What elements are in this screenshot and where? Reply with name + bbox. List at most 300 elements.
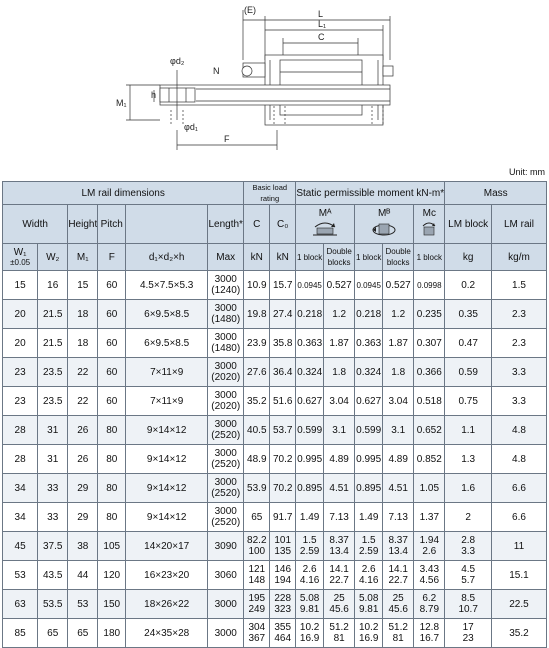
cell-ma-double-value: 4.51 <box>329 482 349 494</box>
cell-ma-1block <box>296 445 324 474</box>
cell-mb-double <box>383 474 414 503</box>
cell-length-max-value: 3090 <box>214 540 237 552</box>
cell-mass-rail: 1.5 <box>491 271 546 300</box>
cell-width-w1: 28 <box>3 416 38 445</box>
cell-load-c <box>244 445 270 474</box>
cell-mb-double <box>383 590 414 619</box>
cell-load-c0-value: 70.2 <box>272 453 293 465</box>
cell-length-max-value: (2020) <box>211 401 241 412</box>
cell-mass-block <box>445 503 492 532</box>
cell-load-c0 <box>270 561 296 590</box>
cell-load-c0-value: 35.8 <box>272 337 293 349</box>
cell-mc-1block-value: 0.307 <box>416 337 442 349</box>
cell-ma-double-value: 22.7 <box>329 575 349 586</box>
cell-length-max-value: 3000 <box>214 361 237 372</box>
header-ma-double: Double blocks <box>324 244 355 271</box>
lm-guide-spec-table <box>2 181 547 648</box>
cell-height-m1: 22 <box>68 358 98 387</box>
cell-length-max <box>208 445 244 474</box>
cell-load-c <box>244 300 270 329</box>
cell-ma-double-value: 3.04 <box>329 395 349 407</box>
cell-mb-double-value: 51.2 <box>388 622 408 633</box>
cell-mb-double-value: 1.87 <box>388 337 408 349</box>
cell-mb-double-value: 13.4 <box>388 546 408 557</box>
header-kgm: kg/m <box>491 244 546 271</box>
cell-mb-double-value: 14.1 <box>388 564 408 575</box>
cell-ma-1block-value: 0.895 <box>297 482 323 494</box>
cell-load-c0-value: 36.4 <box>272 366 293 378</box>
cell-mass-block-value: 3.3 <box>461 546 476 557</box>
cell-mc-1block-value: 0.518 <box>416 395 442 407</box>
cell-ma-double-value: 8.37 <box>329 535 349 546</box>
cell-mb-1block-value: 1.5 <box>361 535 376 546</box>
cell-height-m1: 18 <box>68 329 98 358</box>
cell-mass-block <box>445 358 492 387</box>
cell-bolt-size: 7×11×9 <box>126 358 208 387</box>
cell-mb-1block <box>355 590 383 619</box>
cell-bolt-size: 9×14×12 <box>126 416 208 445</box>
cell-mb-1block <box>355 329 383 358</box>
header-mb: Mᴮ <box>355 205 414 244</box>
cell-mb-double-value: 45.6 <box>388 604 408 615</box>
header-c0: C₀ <box>270 205 296 244</box>
cell-length-max-value: 3000 <box>214 390 237 401</box>
cell-load-c0 <box>270 532 296 561</box>
header-m1: M₁ <box>68 244 98 271</box>
cell-height-m1: 26 <box>68 445 98 474</box>
cell-height-m1: 29 <box>68 503 98 532</box>
cell-mc-1block-value: 8.79 <box>419 604 440 615</box>
header-width: Width <box>3 205 68 244</box>
cell-ma-1block-value: 0.599 <box>297 424 323 436</box>
cell-length-max-value: 3000 <box>214 332 237 343</box>
cell-length-max-value: (2520) <box>211 430 241 441</box>
cell-mb-1block-value: 0.895 <box>356 482 382 494</box>
drawing-label-n: N <box>213 66 220 76</box>
cell-mb-double <box>383 532 414 561</box>
cell-mb-double <box>383 561 414 590</box>
cell-width-w2: 33 <box>38 474 68 503</box>
cell-width-w2: 53.5 <box>38 590 68 619</box>
cell-pitch-f: 80 <box>98 503 126 532</box>
cell-mass-block-value: 0.59 <box>458 366 478 378</box>
cell-ma-1block <box>296 561 324 590</box>
drawing-label-e: (E) <box>244 5 256 15</box>
cell-ma-double-value: 1.87 <box>329 337 349 349</box>
cell-ma-1block-value: 16.9 <box>299 633 320 644</box>
drawing-label-l: L <box>318 9 324 19</box>
cell-mass-block-value: 1.3 <box>461 453 476 465</box>
table-row <box>3 271 547 300</box>
cell-mass-block <box>445 416 492 445</box>
cell-mb-1block <box>355 271 383 300</box>
cell-bolt-size: 6×9.5×8.5 <box>126 329 208 358</box>
cell-mass-block-value: 0.35 <box>458 308 478 320</box>
cell-length-max-value: 3000 <box>214 274 237 285</box>
header-mb-double: Double blocks <box>383 244 414 271</box>
cell-mb-1block <box>355 358 383 387</box>
cell-load-c-value: 27.6 <box>247 366 267 378</box>
cell-mb-1block-value: 2.6 <box>361 564 376 575</box>
cell-width-w1: 20 <box>3 329 38 358</box>
cell-width-w2: 23.5 <box>38 387 68 416</box>
cell-mass-block-value: 2.8 <box>461 535 476 546</box>
cell-load-c0 <box>270 416 296 445</box>
cell-mc-1block <box>414 358 445 387</box>
cell-load-c0-value: 194 <box>274 575 292 586</box>
drawing-label-f: F <box>224 134 230 144</box>
cell-mb-double-value: 1.8 <box>391 366 406 378</box>
cell-length-max-value: (1480) <box>211 343 241 354</box>
cell-ma-1block <box>296 300 324 329</box>
cell-ma-1block-value: 0.324 <box>297 366 323 378</box>
cell-ma-1block <box>296 329 324 358</box>
cell-pitch-f: 180 <box>98 619 126 648</box>
cell-load-c0-value: 70.2 <box>272 482 293 494</box>
cell-ma-1block-value: 0.995 <box>297 453 323 465</box>
table-row <box>3 300 547 329</box>
unit-note: Unit: mm <box>509 167 545 177</box>
cell-mb-1block <box>355 619 383 648</box>
cell-width-w2: 43.5 <box>38 561 68 590</box>
cell-pitch-f: 150 <box>98 590 126 619</box>
cell-ma-1block <box>296 619 324 648</box>
cell-length-max-value: 3000 <box>214 477 237 488</box>
cell-load-c-value: 35.2 <box>247 395 267 407</box>
cell-bolt-size: 14×20×17 <box>126 532 208 561</box>
cell-width-w2: 65 <box>38 619 68 648</box>
table-row <box>3 445 547 474</box>
cell-mb-1block-value: 0.995 <box>356 453 382 465</box>
cell-ma-double <box>324 503 355 532</box>
cell-load-c <box>244 503 270 532</box>
cell-ma-1block <box>296 474 324 503</box>
cell-mc-1block <box>414 445 445 474</box>
cell-bolt-size: 9×14×12 <box>126 503 208 532</box>
cell-mass-block-value: 10.7 <box>458 604 478 615</box>
cell-mc-1block <box>414 590 445 619</box>
cell-length-max-value: 3000 <box>214 419 237 430</box>
cell-ma-1block-value: 5.08 <box>299 593 320 604</box>
cell-mass-block-value: 2 <box>465 511 471 523</box>
cell-load-c0-value: 135 <box>274 546 292 557</box>
cell-ma-1block <box>296 416 324 445</box>
cell-length-max-value: 3000 <box>214 506 237 517</box>
cell-ma-1block <box>296 358 324 387</box>
cell-width-w1: 34 <box>3 503 38 532</box>
cell-load-c <box>244 358 270 387</box>
cell-pitch-f: 60 <box>98 358 126 387</box>
cell-ma-double <box>324 358 355 387</box>
cell-ma-1block-value: 0.0945 <box>297 280 322 290</box>
cell-mb-1block-value: 0.218 <box>356 308 382 320</box>
cell-ma-1block <box>296 271 324 300</box>
cell-load-c <box>244 561 270 590</box>
mc-moment-icon <box>420 219 438 237</box>
cell-mass-rail: 4.8 <box>491 445 546 474</box>
header-ma: Mᴬ <box>296 205 355 244</box>
cell-height-m1: 38 <box>68 532 98 561</box>
header-mass: Mass <box>445 182 547 205</box>
cell-length-max-value: (2520) <box>211 459 241 470</box>
cell-mc-1block-value: 0.652 <box>416 424 442 436</box>
cell-ma-double <box>324 329 355 358</box>
cell-mass-rail: 6.6 <box>491 474 546 503</box>
cell-width-w2: 37.5 <box>38 532 68 561</box>
cell-mass-block <box>445 474 492 503</box>
cell-mc-1block <box>414 329 445 358</box>
cell-mass-block-value: 23 <box>462 633 474 644</box>
header-f: F <box>98 244 126 271</box>
cell-mass-rail: 2.3 <box>491 329 546 358</box>
cell-load-c-value: 48.9 <box>247 453 267 465</box>
cell-load-c0 <box>270 474 296 503</box>
cell-mc-1block-value: 0.852 <box>416 453 442 465</box>
cell-ma-double-value: 7.13 <box>329 511 349 523</box>
cell-width-w1: 20 <box>3 300 38 329</box>
cell-length-max <box>208 619 244 648</box>
cell-mb-double <box>383 271 414 300</box>
header-c: C <box>244 205 270 244</box>
cell-length-max-value: (2520) <box>211 517 241 528</box>
cell-mb-double <box>383 329 414 358</box>
cell-width-w2: 21.5 <box>38 300 68 329</box>
cell-mass-block <box>445 329 492 358</box>
cell-bolt-size: 6×9.5×8.5 <box>126 300 208 329</box>
cell-ma-1block-value: 0.218 <box>297 308 323 320</box>
cell-load-c-value: 19.8 <box>247 308 267 320</box>
cell-ma-double-value: 81 <box>333 633 345 644</box>
header-d-size: d₁×d₂×h <box>126 244 208 271</box>
cell-ma-double-value: 1.2 <box>332 308 347 320</box>
cell-ma-1block-value: 4.16 <box>299 575 320 586</box>
cell-mc-1block-value: 6.2 <box>422 593 437 604</box>
cell-load-c0-value: 27.4 <box>272 308 293 320</box>
cell-load-c0 <box>270 445 296 474</box>
cell-mc-1block-value: 0.0998 <box>417 280 442 290</box>
cell-mc-1block-value: 3.43 <box>419 564 440 575</box>
cell-load-c <box>244 271 270 300</box>
cell-ma-double-value: 4.89 <box>329 453 349 465</box>
table-row <box>3 358 547 387</box>
cell-pitch-f: 80 <box>98 445 126 474</box>
cell-ma-double <box>324 387 355 416</box>
cell-mass-block-value: 5.7 <box>461 575 476 586</box>
cell-width-w2: 31 <box>38 445 68 474</box>
cell-length-max <box>208 271 244 300</box>
cell-mass-rail: 4.8 <box>491 416 546 445</box>
cell-load-c-value: 100 <box>248 546 266 557</box>
cell-mass-block <box>445 271 492 300</box>
cell-mass-block <box>445 300 492 329</box>
cell-height-m1: 65 <box>68 619 98 648</box>
cell-width-w1: 34 <box>3 474 38 503</box>
cell-pitch-f: 80 <box>98 416 126 445</box>
cell-mb-1block-value: 0.627 <box>356 395 382 407</box>
spec-table-body <box>3 271 547 648</box>
cell-ma-double <box>324 271 355 300</box>
header-mb-1block: 1 block <box>355 244 383 271</box>
cell-mb-1block <box>355 416 383 445</box>
cell-load-c <box>244 474 270 503</box>
header-max: Max <box>208 244 244 271</box>
cell-bolt-size: 4.5×7.5×5.3 <box>126 271 208 300</box>
cell-mb-1block-value: 9.81 <box>358 604 379 615</box>
cell-mb-1block-value: 4.16 <box>358 575 379 586</box>
drawing-label-phi-d2: φd₂ <box>170 56 185 66</box>
cell-height-m1: 26 <box>68 416 98 445</box>
cell-load-c0-value: 91.7 <box>272 511 293 523</box>
cell-length-max <box>208 300 244 329</box>
cell-ma-double <box>324 445 355 474</box>
cell-load-c-value: 65 <box>251 511 263 523</box>
cell-mb-double <box>383 503 414 532</box>
cell-mb-1block-value: 0.0945 <box>356 280 381 290</box>
cell-ma-1block-value: 0.363 <box>297 337 323 349</box>
cell-length-max-value: (1240) <box>211 285 241 296</box>
cell-load-c-value: 53.9 <box>247 482 267 494</box>
table-row <box>3 474 547 503</box>
drawing-label-l1: L₁ <box>318 19 327 29</box>
header-height: Height <box>68 205 98 244</box>
cell-width-w1: 53 <box>3 561 38 590</box>
header-lm-rail: LM rail <box>491 205 546 244</box>
cell-load-c0 <box>270 358 296 387</box>
cell-ma-1block-value: 2.6 <box>302 564 317 575</box>
cell-width-w2: 31 <box>38 416 68 445</box>
cell-mc-1block <box>414 474 445 503</box>
cell-mass-block <box>445 619 492 648</box>
header-basic-load: Basic load rating <box>244 182 296 205</box>
cell-load-c-value: 121 <box>248 564 266 575</box>
cell-mass-block-value: 17 <box>462 622 474 633</box>
cell-mb-double <box>383 416 414 445</box>
cell-mb-double-value: 3.04 <box>388 395 408 407</box>
cell-mass-rail: 15.1 <box>491 561 546 590</box>
cell-load-c0 <box>270 387 296 416</box>
table-row <box>3 561 547 590</box>
cell-length-max <box>208 561 244 590</box>
cell-ma-double-value: 13.4 <box>329 546 349 557</box>
cell-ma-double-value: 1.8 <box>332 366 347 378</box>
cell-mb-1block-value: 16.9 <box>358 633 379 644</box>
cell-load-c <box>244 619 270 648</box>
cell-mc-1block-value: 16.7 <box>419 633 440 644</box>
cell-load-c0-value: 146 <box>274 564 292 575</box>
cell-mass-block <box>445 590 492 619</box>
cell-mb-1block-value: 1.49 <box>358 511 379 523</box>
cell-bolt-size: 18×26×22 <box>126 590 208 619</box>
cell-load-c0-value: 464 <box>274 633 292 644</box>
cell-height-m1: 18 <box>68 300 98 329</box>
header-kn-c0: kN <box>270 244 296 271</box>
cell-width-w2: 33 <box>38 503 68 532</box>
header-ma-1block: 1 block <box>296 244 324 271</box>
mb-moment-icon <box>370 219 398 237</box>
cell-mb-double <box>383 619 414 648</box>
cell-width-w1: 23 <box>3 358 38 387</box>
cell-mass-rail: 22.5 <box>491 590 546 619</box>
cell-length-max-value: 3000 <box>214 303 237 314</box>
cell-mb-1block-value: 5.08 <box>358 593 379 604</box>
cell-ma-1block-value: 2.59 <box>299 546 320 557</box>
cell-mb-1block-value: 0.599 <box>356 424 382 436</box>
cell-ma-1block-value: 9.81 <box>299 604 320 615</box>
cell-load-c-value: 10.9 <box>247 279 267 291</box>
cell-mb-1block-value: 2.59 <box>358 546 379 557</box>
cell-mb-double-value: 4.51 <box>388 482 408 494</box>
cell-load-c0 <box>270 300 296 329</box>
cell-ma-1block <box>296 387 324 416</box>
table-row <box>3 503 547 532</box>
cell-load-c0-value: 15.7 <box>272 279 293 291</box>
drawing-label-c: C <box>318 32 325 42</box>
cell-load-c0-value: 355 <box>274 622 292 633</box>
cell-length-max-value: (2020) <box>211 372 241 383</box>
cell-mc-1block <box>414 387 445 416</box>
cell-mass-block-value: 4.5 <box>461 564 476 575</box>
cell-load-c-value: 23.9 <box>247 337 267 349</box>
header-rail-dims: LM rail dimensions <box>3 182 244 205</box>
cell-ma-1block <box>296 503 324 532</box>
cell-height-m1: 53 <box>68 590 98 619</box>
cell-mc-1block-value: 1.05 <box>419 482 440 494</box>
cell-width-w1: 15 <box>3 271 38 300</box>
cell-mb-double-value: 25 <box>392 593 404 604</box>
cell-mb-double <box>383 445 414 474</box>
cell-length-max <box>208 590 244 619</box>
cell-ma-double <box>324 416 355 445</box>
cell-mb-1block-value: 10.2 <box>358 622 379 633</box>
cell-mb-1block-value: 0.363 <box>356 337 382 349</box>
cell-load-c0-value: 101 <box>274 535 292 546</box>
cell-length-max <box>208 358 244 387</box>
cell-load-c <box>244 590 270 619</box>
cell-bolt-size: 9×14×12 <box>126 474 208 503</box>
cell-ma-1block <box>296 590 324 619</box>
cell-ma-1block-value: 10.2 <box>299 622 320 633</box>
cell-ma-double <box>324 619 355 648</box>
cell-bolt-size: 7×11×9 <box>126 387 208 416</box>
cell-bolt-size: 9×14×12 <box>126 445 208 474</box>
cell-mb-1block <box>355 561 383 590</box>
cell-mb-double-value: 22.7 <box>388 575 408 586</box>
cell-length-max <box>208 387 244 416</box>
cell-mc-1block <box>414 561 445 590</box>
cell-load-c0 <box>270 503 296 532</box>
cell-ma-double <box>324 561 355 590</box>
header-w1: W₁ ±0.05 <box>3 244 38 271</box>
cell-mc-1block-value: 4.56 <box>419 575 440 586</box>
cell-load-c0 <box>270 619 296 648</box>
cell-height-m1: 44 <box>68 561 98 590</box>
cell-load-c <box>244 532 270 561</box>
cell-mass-block-value: 1.1 <box>461 424 476 436</box>
cell-load-c <box>244 329 270 358</box>
cell-bolt-size: 24×35×28 <box>126 619 208 648</box>
cell-mass-block-value: 0.75 <box>458 395 478 407</box>
cell-ma-double-value: 25 <box>333 593 345 604</box>
cell-pitch-f: 105 <box>98 532 126 561</box>
cell-load-c0 <box>270 271 296 300</box>
cell-pitch-f: 60 <box>98 387 126 416</box>
drawing-label-m1: M₁ <box>116 98 127 108</box>
header-static-moment: Static permissible moment kN-m* <box>296 182 445 205</box>
rail-block-drawing <box>0 0 549 160</box>
cell-ma-double-value: 14.1 <box>329 564 349 575</box>
cell-mb-double <box>383 300 414 329</box>
table-row <box>3 590 547 619</box>
